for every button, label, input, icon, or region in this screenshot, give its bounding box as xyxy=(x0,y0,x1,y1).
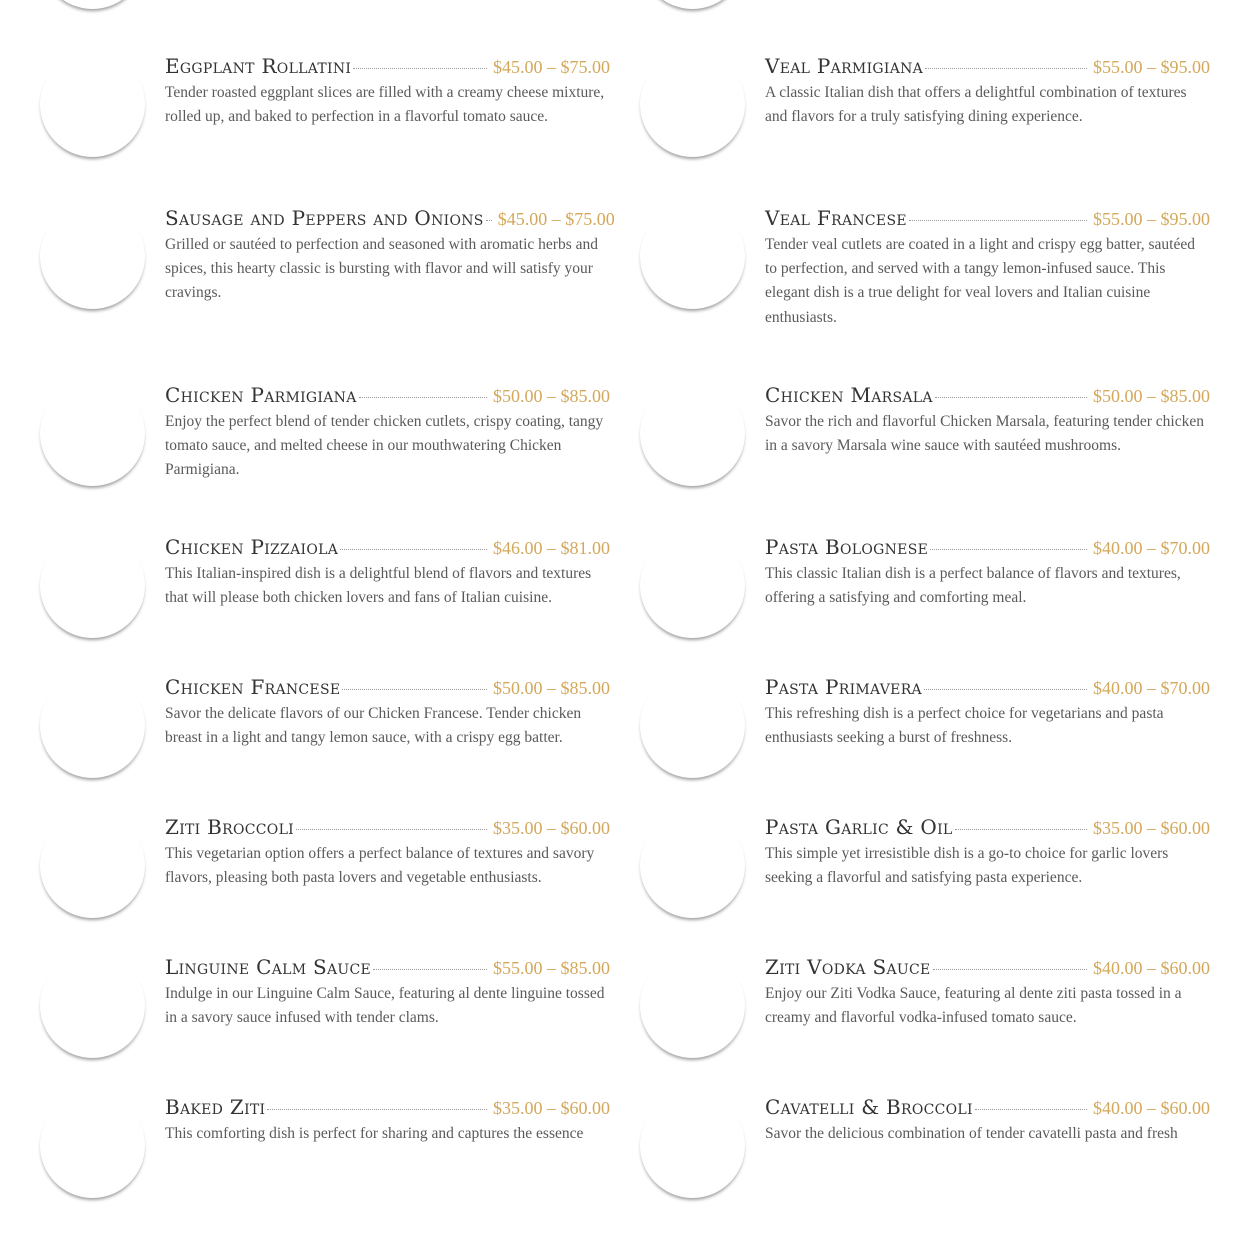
dish-description: Enjoy our Ziti Vodka Sauce, featuring al dente ziti pasta tossed in a creamy and flavorful vodka-infused tomato sauce. xyxy=(765,985,1182,1027)
menu-item-ziti-vodka-sauce[interactable] xyxy=(640,953,1210,1093)
menu-item-pasta-garlic-oil[interactable] xyxy=(640,813,1210,953)
dish-price: $35.00 – $60.00 xyxy=(1093,818,1210,838)
dish-description: This simple yet irresistible dish is a go-to choice for garlic lovers seeking a flavorful and satisfying pasta experience. xyxy=(765,845,1169,887)
dish-name[interactable]: Veal Francese xyxy=(765,206,907,230)
dish-description: Indulge in our Linguine Calm Sauce, featuring al dente linguine tossed in a savory sauce infused with tender clams. xyxy=(165,985,605,1027)
dish-price: $55.00 – $85.00 xyxy=(493,958,610,978)
dish-image xyxy=(40,52,145,157)
menu-item-chicken-parmigiana[interactable] xyxy=(40,381,610,521)
leader-dots xyxy=(930,548,1087,550)
dish-name[interactable]: Chicken Parmigiana xyxy=(165,383,357,407)
dish-description: This refreshing dish is a perfect choice for vegetarians and pasta enthusiasts seeking a burst of freshness. xyxy=(765,705,1164,747)
dish-description: This comforting dish is perfect for sharing and captures the essence xyxy=(165,1125,584,1142)
dish-description: Enjoy the perfect blend of tender chicken cutlets, crispy coating, tangy tomato sauce, and melted cheese in our mouthwatering Chicken Parmigiana. xyxy=(165,413,604,479)
dish-image xyxy=(40,204,145,309)
dish-name[interactable]: Veal Parmigiana xyxy=(765,54,924,78)
dish-price: $35.00 – $60.00 xyxy=(493,818,610,838)
dish-description: Grilled or sautéed to perfection and seasoned with aromatic herbs and spices, this hearty classic is bursting with flavor and will satisfy your cravings. xyxy=(165,236,598,302)
menu-item-linguine-calm-sauce[interactable] xyxy=(40,953,610,1093)
dish-description: A classic Italian dish that offers a delightful combination of textures and flavors for a truly satisfying dining experience. xyxy=(765,84,1187,126)
leader-dots xyxy=(296,828,487,830)
dish-price: $46.00 – $81.00 xyxy=(493,538,610,558)
leader-dots xyxy=(924,688,1087,690)
leader-dots xyxy=(359,396,487,398)
dish-name[interactable]: Ziti Vodka Sauce xyxy=(765,955,931,979)
dish-price: $55.00 – $95.00 xyxy=(1093,57,1210,77)
menu-item-pasta-bolognese[interactable] xyxy=(640,533,1210,673)
dish-price: $40.00 – $70.00 xyxy=(1093,538,1210,558)
dish-image xyxy=(640,673,745,778)
leader-dots xyxy=(975,1108,1087,1110)
leader-dots xyxy=(935,396,1087,398)
leader-dots xyxy=(267,1108,487,1110)
menu-item-veal-francese[interactable] xyxy=(640,204,1210,344)
leader-dots xyxy=(909,219,1087,221)
dish-price: $50.00 – $85.00 xyxy=(493,386,610,406)
dish-price: $35.00 – $60.00 xyxy=(493,1098,610,1118)
dish-description: Tender roasted eggplant slices are filled with a creamy cheese mixture, rolled up, and baked to perfection in a flavorful tomato sauce. xyxy=(165,84,605,126)
dish-image xyxy=(640,381,745,486)
dish-description: Savor the rich and flavorful Chicken Marsala, featuring tender chicken in a savory Marsala wine sauce with sautéed mushrooms. xyxy=(765,413,1204,455)
dish-price: $50.00 – $85.00 xyxy=(1093,386,1210,406)
dish-price: $45.00 – $75.00 xyxy=(493,57,610,77)
dish-image xyxy=(40,533,145,638)
leader-dots xyxy=(353,67,487,69)
leader-dots xyxy=(486,219,492,221)
dish-name[interactable]: Sausage and Peppers and Onions xyxy=(165,206,484,230)
dish-description: This Italian-inspired dish is a delightful blend of flavors and textures that will please both chicken lovers and fans of Italian cuisine. xyxy=(165,565,592,607)
leader-dots xyxy=(340,548,487,550)
leader-dots xyxy=(373,968,487,970)
dish-price: $40.00 – $60.00 xyxy=(1093,958,1210,978)
dish-name[interactable]: Pasta Primavera xyxy=(765,675,922,699)
dish-description: This vegetarian option offers a perfect balance of textures and savory flavors, pleasing both pasta lovers and vegetable enthusiasts. xyxy=(165,845,595,887)
dish-price: $50.00 – $85.00 xyxy=(493,678,610,698)
menu-item-veal-parmigiana[interactable] xyxy=(640,52,1210,192)
menu-item-cavatelli-broccoli[interactable] xyxy=(640,1093,1210,1233)
menu-item-baked-ziti[interactable] xyxy=(40,1093,610,1233)
leader-dots xyxy=(925,67,1087,69)
dish-image xyxy=(640,953,745,1058)
dish-name[interactable]: Cavatelli & Broccoli xyxy=(765,1095,973,1119)
dish-price: $40.00 – $60.00 xyxy=(1093,1098,1210,1118)
leader-dots xyxy=(342,688,487,690)
dish-image xyxy=(40,1093,145,1198)
dish-name[interactable]: Chicken Marsala xyxy=(765,383,933,407)
dish-image xyxy=(640,813,745,918)
dish-image-partial xyxy=(640,0,745,9)
menu-item-chicken-pizzaiola[interactable] xyxy=(40,533,610,673)
dish-image xyxy=(640,52,745,157)
dish-name[interactable]: Chicken Pizzaiola xyxy=(165,535,339,559)
dish-name[interactable]: Baked Ziti xyxy=(165,1095,266,1119)
dish-name[interactable]: Chicken Francese xyxy=(165,675,341,699)
menu-item-sausage-and-peppers[interactable] xyxy=(40,204,615,344)
dish-image xyxy=(640,204,745,309)
dish-image xyxy=(640,1093,745,1198)
dish-image xyxy=(40,813,145,918)
dish-name[interactable]: Ziti Broccoli xyxy=(165,815,294,839)
dish-image xyxy=(40,953,145,1058)
dish-image xyxy=(40,381,145,486)
dish-name[interactable]: Linguine Calm Sauce xyxy=(165,955,372,979)
dish-price: $45.00 – $75.00 xyxy=(497,209,615,229)
dish-price: $40.00 – $70.00 xyxy=(1093,678,1210,698)
dish-price: $55.00 – $95.00 xyxy=(1093,209,1210,229)
dish-description: This classic Italian dish is a perfect balance of flavors and textures, offering a satisfying and comforting meal. xyxy=(765,565,1181,607)
menu-item-eggplant-rollatini[interactable] xyxy=(40,52,610,192)
dish-description: Tender veal cutlets are coated in a light and crispy egg batter, sautéed to perfection, and served with a tangy lemon-infused sauce. This elegant dish is a true delight for veal lovers and Italian cuisine enthusiasts. xyxy=(765,236,1195,326)
menu-item-ziti-broccoli[interactable] xyxy=(40,813,610,953)
menu-item-chicken-marsala[interactable] xyxy=(640,381,1210,521)
dish-description: Savor the delicious combination of tender cavatelli pasta and fresh xyxy=(765,1125,1178,1142)
dish-image-partial xyxy=(40,0,145,9)
dish-image xyxy=(40,673,145,778)
leader-dots xyxy=(933,968,1088,970)
dish-name[interactable]: Pasta Bolognese xyxy=(765,535,929,559)
dish-description: Savor the delicate flavors of our Chicken Francese. Tender chicken breast in a light and tangy lemon sauce, with a crispy egg batter. xyxy=(165,705,582,747)
leader-dots xyxy=(955,828,1087,830)
dish-name[interactable]: Pasta Garlic & Oil xyxy=(765,815,953,839)
dish-image xyxy=(640,533,745,638)
menu-item-pasta-primavera[interactable] xyxy=(640,673,1210,813)
dish-name[interactable]: Eggplant Rollatini xyxy=(165,54,352,78)
menu-item-chicken-francese[interactable] xyxy=(40,673,610,813)
